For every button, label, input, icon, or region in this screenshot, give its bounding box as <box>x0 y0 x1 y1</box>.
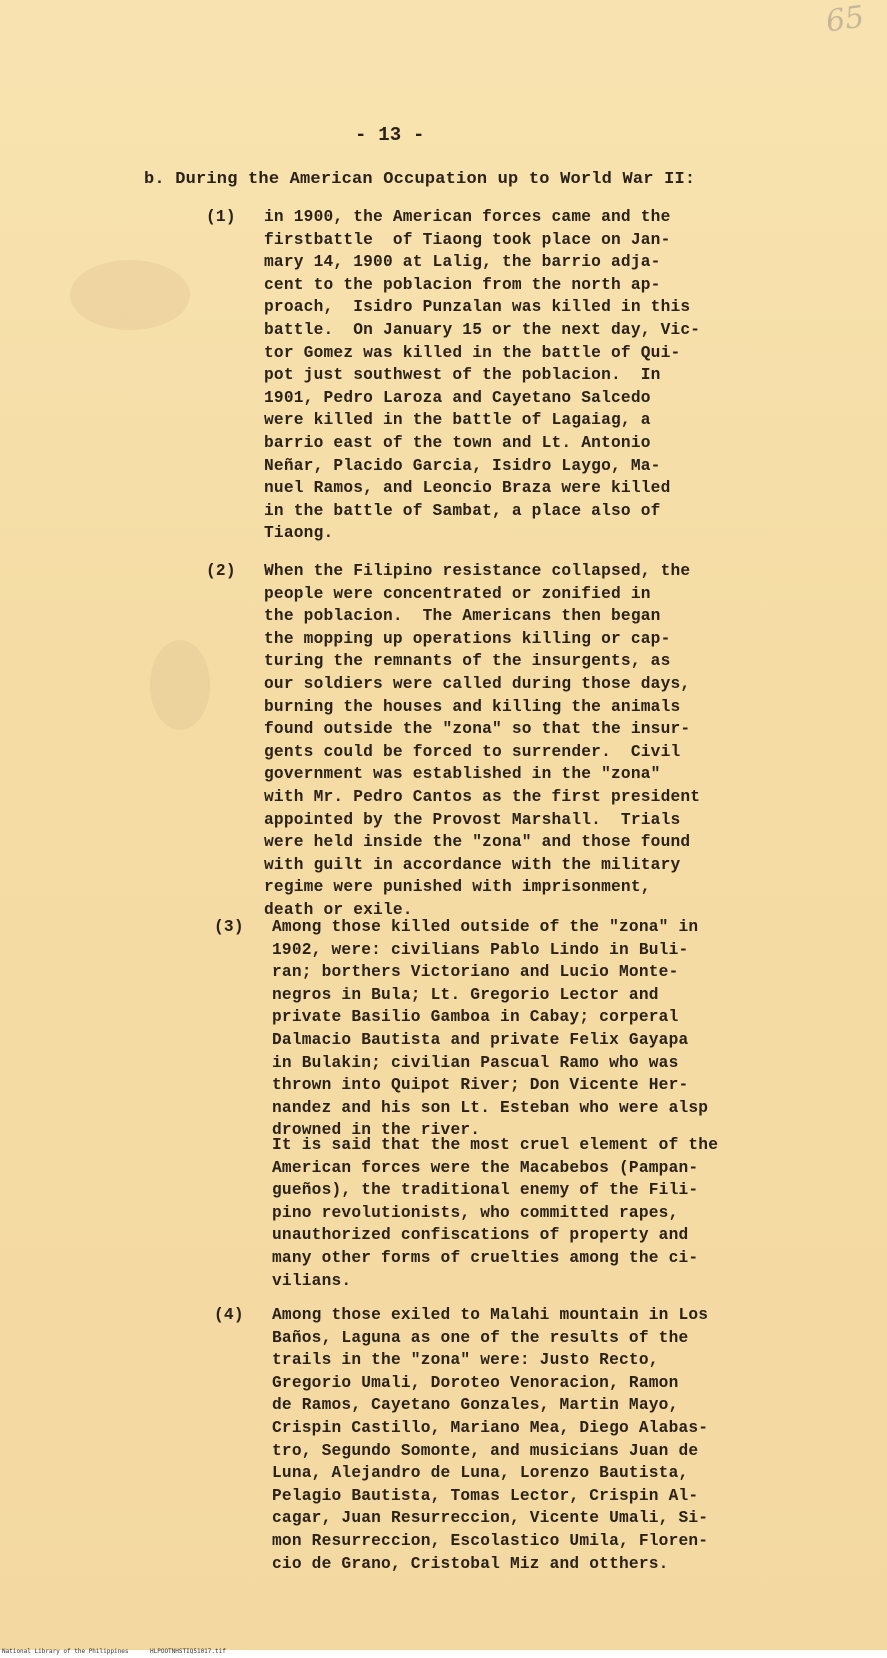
item-number: (2) <box>206 562 236 580</box>
item-number: (4) <box>214 1306 244 1324</box>
item-number: (1) <box>206 208 236 226</box>
item-text: Among those killed outside of the "zona" in 1902, were: civilians Pablo Lindo in Buli- ran; borthers Victoriano and Lucio Monte- negros in Bula; Lt. Gregorio Lector and private Basilio Gamboa in Cabay; corperal Dalmacio Bautista and private Felix Gayapa in Bulakin; civilian Pascual Ramo who was thrown into Quipot River; Don Vicente Her- nandez and his son Lt. Esteban who were alsp drowned in the river. <box>272 918 709 1140</box>
item-text: Among those exiled to Malahi mountain in Los Baños, Laguna as one of the results of the trails in the "zona" were: Justo Recto, Gregorio Umali, Doroteo Venoracion, Ramon de Ramos, Cayetano Gonzales, Martin Mayo, Crispin Castillo, Mariano Mea, Diego Alabas- tro, Segundo Somonte, and musicians Juan de Luna, Alejandro de Luna, Lorenzo Bautista, Pelagio Bautista, Tomas Lector, Crispin Al- cagar, Juan Resurreccion, Vicente Umali, Si- mon Resurreccion, Escolastico Umila, Floren- cio de Grano, Cristobal Miz and otthers. <box>272 1306 709 1573</box>
paper-stain <box>70 260 190 330</box>
item-text: in 1900, the American forces came and the firstbattle of Tiaong took place on Jan- mary 14, 1900 at Lalig, the barrio adja- cent to the poblacion from the north ap- proach, Isidro Punzalan was killed in this battle. On January 15 or the next day, Vic- tor Gomez was killed in the battle of Qui- pot just southwest of the poblacion. In 1901, Pedro Laroza and Cayetano Salcedo were killed in the battle of Lagaiag, a barrio east of the town and Lt. Antonio Neñar, Placido Garcia, Isidro Laygo, Ma- nuel Ramos, and Leoncio Braza were killed in the battle of Sambat, a place also of Tiaong. <box>264 208 701 543</box>
page-number: - 13 - <box>355 124 425 146</box>
continuation-paragraph: It is said that the most cruel element of the American forces were the Macabebos (Pampan- gueños), the traditional enemy of the Fili- pino revolutionists, who committed rapes, unauthorized confiscations of property and many other forms of cruelties among the ci- vilians. <box>272 1136 719 1290</box>
item-text: When the Filipino resistance collapsed, the people were concentrated or zonified in the poblacion. The Americans then began the mopping up operations killing or cap- turing the remnants of the insurgents, as our soldiers were called during those days, burning the houses and killing the animals found outside the "zona" so that the insur- gents could be forced to surrender. Civil government was established in the "zona" with Mr. Pedro Cantos as the first president appointed by the Provost Marshall. Trials were held inside the "zona" and those found with guilt in accordance with the military regime were punished with imprisonment, death or exile. <box>264 562 701 919</box>
folio-number: 65 <box>823 0 867 40</box>
footer-source: National Library of the Philippines <box>2 1648 129 1655</box>
item-number: (3) <box>214 918 244 936</box>
section-heading: b. During the American Occupation up to World War II: <box>144 170 696 189</box>
scan-footer <box>0 1650 887 1658</box>
footer-file: HLPOOTNHSTIQ51017.tif <box>150 1648 226 1655</box>
paper-stain <box>150 640 210 730</box>
